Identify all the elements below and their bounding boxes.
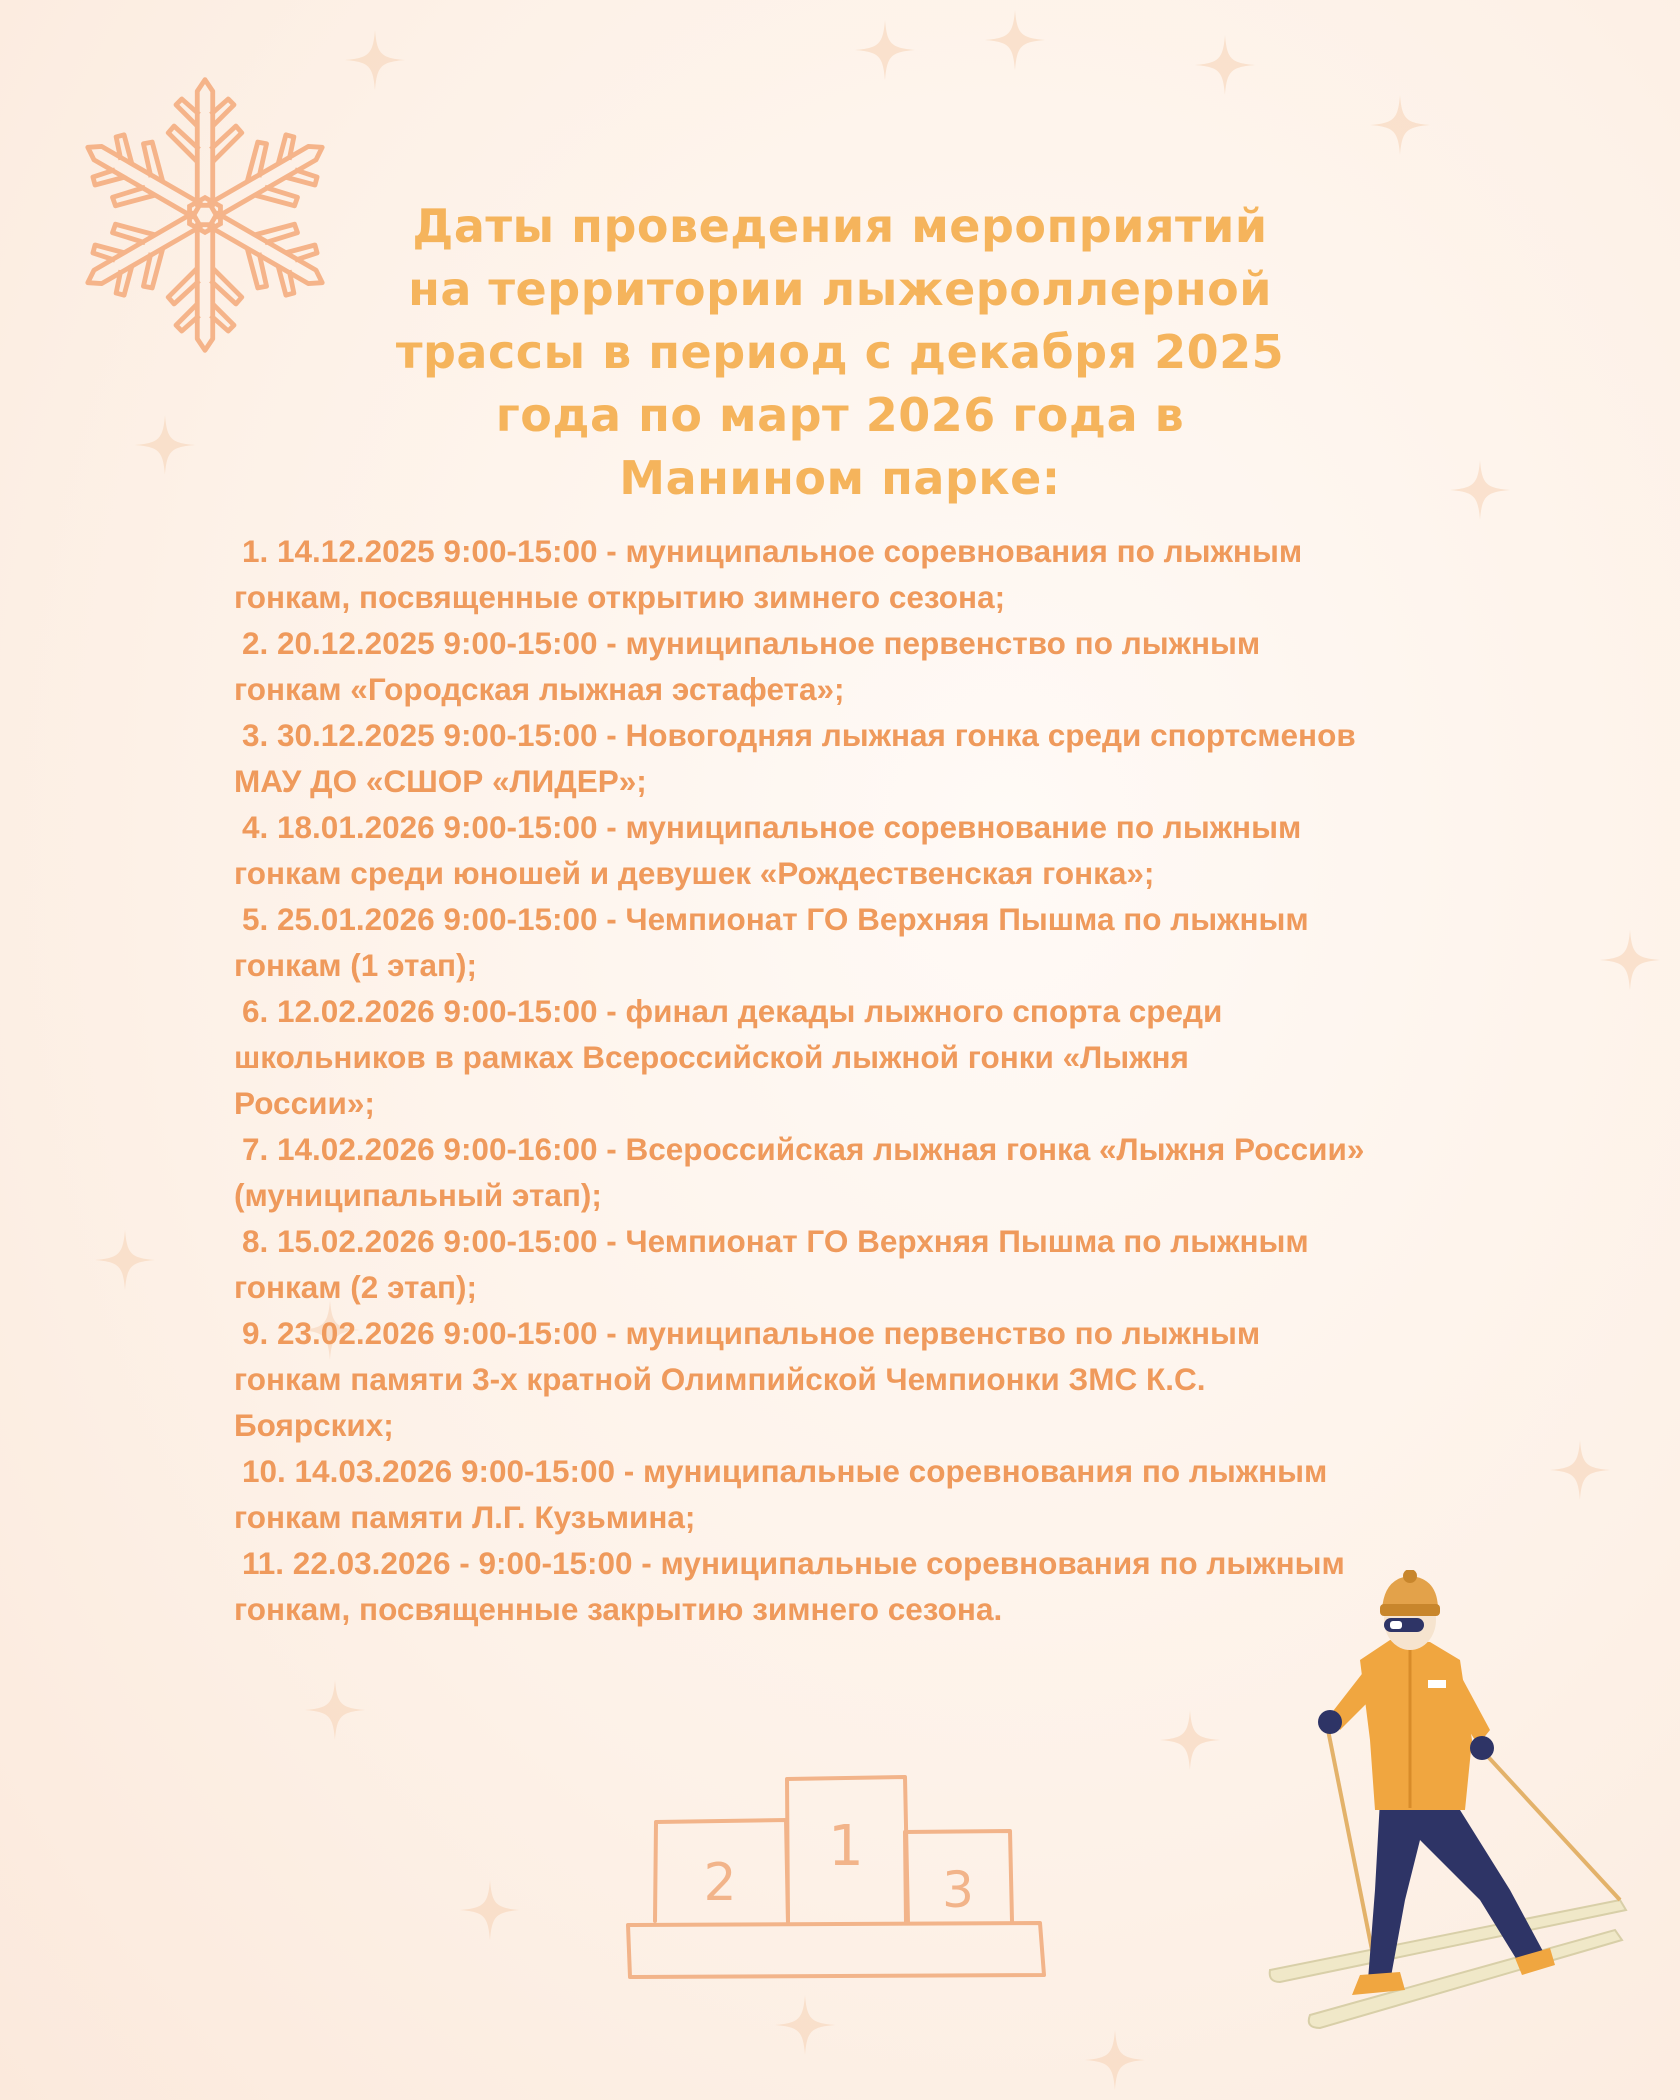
- event-date-line: 3. 30.12.2025 9:00-15:00 - Новогодняя лыжная гонка среди спортсменов: [242, 717, 1356, 753]
- sparkle-icon: [1085, 2030, 1145, 2090]
- list-item: [234, 528, 1534, 620]
- sparkle-icon: [345, 30, 405, 90]
- event-date-line: 4. 18.01.2026 9:00-15:00 - муниципальное соревнование по лыжным: [242, 809, 1302, 845]
- sparkle-icon: [1370, 95, 1430, 155]
- event-continuation: МАУ ДО «СШОР «ЛИДЕР»;: [234, 763, 647, 799]
- sparkle-icon: [1160, 1710, 1220, 1770]
- list-item: [234, 804, 1534, 896]
- list-item: [234, 1126, 1534, 1218]
- sparkle-icon: [1600, 930, 1660, 990]
- event-date-line: 9. 23.02.2026 9:00-15:00 - муниципальное первенство по лыжным: [242, 1315, 1261, 1351]
- list-item: [234, 712, 1534, 804]
- event-continuation: России»;: [234, 1085, 375, 1121]
- event-date-line: 2. 20.12.2025 9:00-15:00 - муниципальное первенство по лыжным: [242, 625, 1261, 661]
- event-date-line: 10. 14.03.2026 9:00-15:00 - муниципальные соревнования по лыжным: [242, 1453, 1328, 1489]
- event-date-line: 7. 14.02.2026 9:00-16:00 - Всероссийская лыжная гонка «Лыжня России»: [242, 1131, 1365, 1167]
- podium-place-1: 1: [828, 1814, 864, 1879]
- event-date-line: 5. 25.01.2026 9:00-15:00 - Чемпионат ГО Верхняя Пышма по лыжным: [242, 901, 1309, 937]
- page-title: [240, 195, 1440, 510]
- event-continuation: школьников в рамках Всероссийской лыжной гонки «Лыжня: [234, 1039, 1189, 1075]
- list-item: [234, 988, 1534, 1126]
- sparkle-icon: [1195, 35, 1255, 95]
- list-item: [234, 1218, 1534, 1310]
- sparkle-icon: [135, 415, 195, 475]
- list-item: [234, 1310, 1534, 1448]
- title-line: Даты проведения мероприятий: [412, 199, 1268, 253]
- event-date-line: 1. 14.12.2025 9:00-15:00 - муниципальное соревнования по лыжным: [242, 533, 1303, 569]
- event-continuation: гонкам памяти 3-х кратной Олимпийской Чемпионки ЗМС К.С.: [234, 1361, 1206, 1397]
- event-continuation: Боярских;: [234, 1407, 394, 1443]
- sparkle-icon: [775, 1995, 835, 2055]
- title-line: Манином парке:: [619, 451, 1061, 505]
- sparkle-icon: [95, 1230, 155, 1290]
- event-continuation: гонкам (2 этап);: [234, 1269, 478, 1305]
- sparkle-icon: [1550, 1440, 1610, 1500]
- sparkle-icon: [985, 10, 1045, 70]
- event-date-line: 6. 12.02.2026 9:00-15:00 - финал декады лыжного спорта среди: [242, 993, 1223, 1029]
- podium-icon: [620, 1765, 1060, 1985]
- list-item: [234, 1448, 1534, 1540]
- event-date-line: 11. 22.03.2026 - 9:00-15:00 - муниципальные соревнования по лыжным: [242, 1545, 1345, 1581]
- event-continuation: гонкам, посвященные открытию зимнего сезона;: [234, 579, 1006, 615]
- event-date-line: 8. 15.02.2026 9:00-15:00 - Чемпионат ГО Верхняя Пышма по лыжным: [242, 1223, 1309, 1259]
- event-list: [234, 528, 1534, 1632]
- event-continuation: гонкам «Городская лыжная эстафета»;: [234, 671, 845, 707]
- list-item: [234, 620, 1534, 712]
- sparkle-icon: [855, 20, 915, 80]
- sparkle-icon: [305, 1680, 365, 1740]
- sparkle-icon: [1450, 460, 1510, 520]
- title-line: трассы в период с декабря 2025: [395, 325, 1285, 379]
- event-continuation: гонкам среди юношей и девушек «Рождественская гонка»;: [234, 855, 1155, 891]
- list-item: [234, 896, 1534, 988]
- event-continuation: гонкам (1 этап);: [234, 947, 478, 983]
- podium-place-3: 3: [942, 1861, 974, 1919]
- sparkle-icon: [460, 1880, 520, 1940]
- title-line: года по март 2026 года в: [495, 388, 1185, 442]
- podium-place-2: 2: [703, 1853, 737, 1913]
- skier-illustration: [1260, 1570, 1630, 2040]
- event-continuation: (муниципальный этап);: [234, 1177, 602, 1213]
- title-line: на территории лыжероллерной: [408, 262, 1272, 316]
- event-continuation: гонкам, посвященные закрытию зимнего сезона.: [234, 1591, 1003, 1627]
- event-continuation: гонкам памяти Л.Г. Кузьмина;: [234, 1499, 696, 1535]
